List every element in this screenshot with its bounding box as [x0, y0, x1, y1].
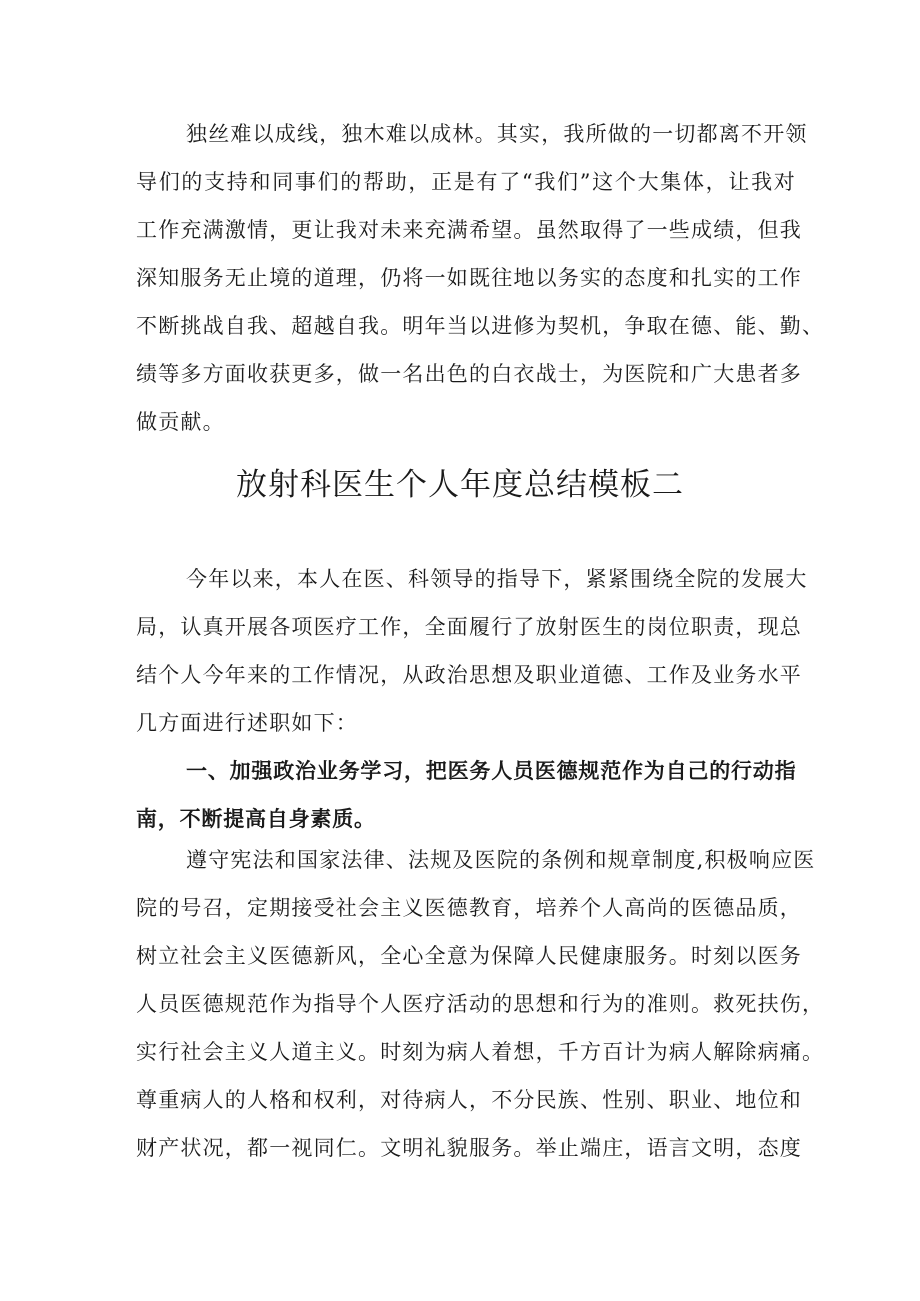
subheading-line: 一、加强政治业务学习，把医务人员医德规范作为自己的行动指 [186, 759, 797, 783]
text-line: 做贡献。 [136, 410, 225, 434]
text-line: 人员医德规范作为指导个人医疗活动的思想和行为的准则。救死扶伤， [136, 992, 825, 1016]
text-line: 结个人今年来的工作情况，从政治思想及职业道德、工作及业务水平 [136, 663, 802, 687]
text-line: 遵守宪法和国家法律、法规及医院的条例和规章制度,积极响应医 [186, 848, 816, 872]
subheading-line: 南，不断提高自身素质。 [136, 807, 376, 831]
paragraph-intro [136, 555, 808, 843]
section-heading: 放射科医生个人年度总结模板二 [236, 467, 684, 503]
text-line: 财产状况，都一视同仁。文明礼貌服务。举止端庄，语言文明，态度 [136, 1136, 802, 1160]
text-line: 深知服务无止境的道理，仍将一如既往地以务实的态度和扎实的工作 [136, 266, 802, 290]
text-line: 工作充满激情，更让我对未来充满希望。虽然取得了一些成绩，但我 [136, 218, 802, 242]
text-line: 不断挑战自我、超越自我。明年当以进修为契机，争取在德、能、勤、 [136, 314, 825, 338]
text-line: 绩等多方面收获更多，做一名出色的白衣战士，为医院和广大患者多 [136, 362, 802, 386]
text-line: 尊重病人的人格和权利，对待病人，不分民族、性别、职业、地位和 [136, 1088, 802, 1112]
text-line: 今年以来，本人在医、科领导的指导下，紧紧围绕全院的发展大 [186, 567, 808, 591]
paragraph-ethics [136, 836, 825, 1172]
text-line: 几方面进行述职如下： [136, 711, 358, 735]
text-line: 局，认真开展各项医疗工作，全面履行了放射医生的岗位职责，现总 [136, 615, 802, 639]
text-line: 树立社会主义医德新风，全心全意为保障人民健康服务。时刻以医务 [136, 944, 802, 968]
paragraph-closing [136, 110, 825, 446]
text-line: 实行社会主义人道主义。时刻为病人着想，千方百计为病人解除病痛。 [136, 1040, 825, 1064]
text-line: 独丝难以成线，独木难以成林。其实，我所做的一切都离不开领 [186, 122, 808, 146]
text-line: 导们的支持和同事们的帮助，正是有了“我们”这个大集体，让我对 [136, 170, 796, 194]
text-line: 院的号召，定期接受社会主义医德教育，培养个人高尚的医德品质， [136, 896, 802, 920]
